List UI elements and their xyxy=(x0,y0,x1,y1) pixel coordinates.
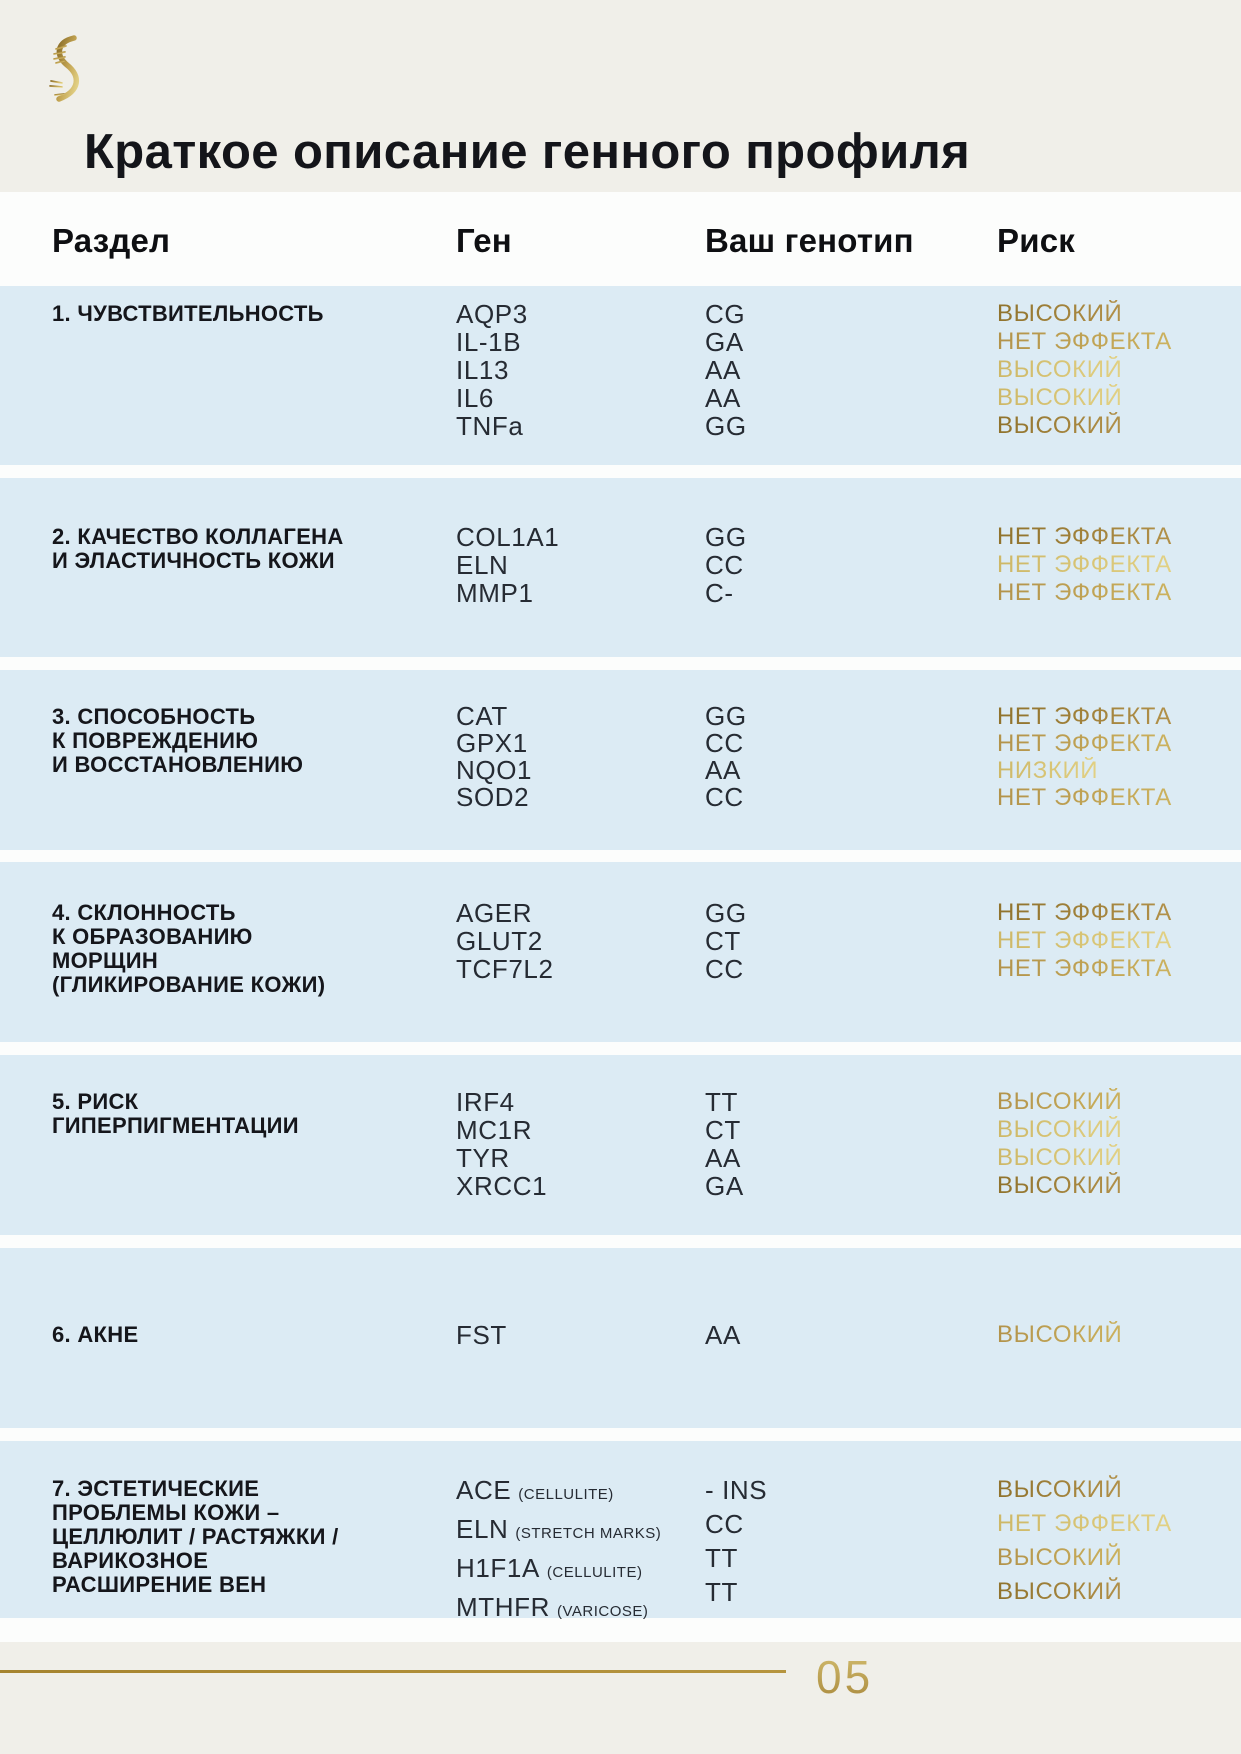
risk-value: ВЫСОКИЙ xyxy=(997,1088,1123,1115)
section-title xyxy=(52,901,325,997)
gene-name-text: FST xyxy=(456,1320,507,1350)
risk-value: ВЫСОКИЙ xyxy=(997,1473,1122,1507)
risk-value: НЕТ ЭФФЕКТА xyxy=(997,784,1172,811)
gene-note: (STRETCH MARKS) xyxy=(515,1525,662,1542)
section-block xyxy=(0,1248,1241,1428)
genotype-value: GG xyxy=(705,701,747,731)
gene-column xyxy=(456,1473,661,1629)
gene-name xyxy=(456,730,532,757)
gene-name xyxy=(456,955,554,983)
risk-value: НЕТ ЭФФЕКТА xyxy=(997,703,1172,730)
risk-column xyxy=(997,1473,1172,1609)
genotype-column xyxy=(705,1321,741,1349)
risk-value: ВЫСОКИЙ xyxy=(997,1575,1122,1609)
section-block xyxy=(0,286,1241,465)
section-title-line: И ВОССТАНОВЛЕНИЮ xyxy=(52,752,304,777)
section-title-line: 3. СПОСОБНОСТЬ xyxy=(52,704,256,729)
section-title xyxy=(52,302,324,326)
gene-name xyxy=(456,1321,507,1349)
gene-column xyxy=(456,1088,547,1200)
genotype-value: CC xyxy=(705,550,744,580)
section-title xyxy=(52,525,344,573)
genotype-value: CT xyxy=(705,926,741,956)
risk-column xyxy=(997,523,1172,607)
section-title-line: 1. ЧУВСТВИТЕЛЬНОСТЬ xyxy=(52,301,324,326)
gene-name xyxy=(456,927,554,955)
section-title-line: 5. РИСК xyxy=(52,1089,139,1114)
risk-value: ВЫСОКИЙ xyxy=(997,1172,1123,1199)
gene-column xyxy=(456,523,559,607)
gene-name xyxy=(456,1144,547,1172)
gene-name xyxy=(456,1172,547,1200)
gene-name-text: AGER xyxy=(456,898,533,928)
column-header-section: Раздел xyxy=(52,222,171,259)
risk-value: НЕТ ЭФФЕКТА xyxy=(997,1507,1172,1541)
genotype-column xyxy=(705,1088,744,1200)
section-title-line: ГИПЕРПИГМЕНТАЦИИ xyxy=(52,1113,299,1138)
gene-name-text: TCF7L2 xyxy=(456,954,554,984)
column-header-gene: Ген xyxy=(456,222,512,259)
gene-name xyxy=(456,551,559,579)
gene-name-text: IL13 xyxy=(456,355,510,385)
section-title-line: 7. ЭСТЕТИЧЕСКИЕ xyxy=(52,1476,260,1501)
gene-name xyxy=(456,703,532,730)
gene-name-text: TYR xyxy=(456,1143,510,1173)
genotype-value: AA xyxy=(705,1143,741,1173)
gene-name-text: CAT xyxy=(456,701,508,731)
gene-name xyxy=(456,1473,661,1512)
gene-note: (VARICOSE) xyxy=(556,1603,649,1620)
genotype-value: CG xyxy=(705,299,746,329)
gene-name-text: IL6 xyxy=(456,383,494,413)
gene-name xyxy=(456,757,532,784)
gene-name xyxy=(456,356,528,384)
gene-name-text: ELN xyxy=(456,1514,509,1544)
section-block xyxy=(0,862,1241,1042)
gene-name-text: NQO1 xyxy=(456,755,533,785)
gene-name xyxy=(456,899,554,927)
gene-name xyxy=(456,384,528,412)
risk-column xyxy=(997,300,1172,440)
risk-value: НЕТ ЭФФЕКТА xyxy=(997,899,1172,926)
genotype-value: C- xyxy=(705,578,734,608)
gene-name xyxy=(456,412,528,440)
section-title-line: И ЭЛАСТИЧНОСТЬ КОЖИ xyxy=(52,548,335,573)
genotype-value: AA xyxy=(705,1320,741,1350)
section-title-line: ПРОБЛЕМЫ КОЖИ – xyxy=(52,1500,280,1525)
risk-value: ВЫСОКИЙ xyxy=(997,356,1123,383)
gene-name-text: ACE xyxy=(456,1475,512,1505)
gene-name-text: AQP3 xyxy=(456,299,528,329)
risk-value: ВЫСОКИЙ xyxy=(997,384,1123,411)
risk-column xyxy=(997,1088,1122,1200)
genotype-column xyxy=(705,703,747,811)
section-title xyxy=(52,1477,339,1597)
footer-divider-line xyxy=(0,1670,786,1673)
section-title-line: 2. КАЧЕСТВО КОЛЛАГЕНА xyxy=(52,524,344,549)
genotype-value: TT xyxy=(705,1543,738,1573)
genotype-value: CC xyxy=(705,1509,744,1539)
genotype-value: GG xyxy=(705,522,747,552)
gene-column xyxy=(456,300,528,440)
genotype-value: GA xyxy=(705,327,744,357)
genotype-column xyxy=(705,300,747,440)
genotype-column xyxy=(705,899,747,983)
page-number: 05 xyxy=(816,1651,874,1703)
risk-column xyxy=(997,703,1172,811)
genotype-value: TT xyxy=(705,1577,738,1607)
gene-name-text: XRCC1 xyxy=(456,1171,548,1201)
section-block xyxy=(0,670,1241,850)
dna-helix-icon xyxy=(46,34,88,108)
genotype-column xyxy=(705,523,747,607)
risk-value: ВЫСОКИЙ xyxy=(997,1321,1123,1348)
bottom-cream-band xyxy=(0,1642,1241,1754)
gene-column xyxy=(456,1321,507,1349)
risk-value: НЕТ ЭФФЕКТА xyxy=(997,523,1172,550)
section-title-line: МОРЩИН xyxy=(52,948,159,973)
column-header-risk: Риск xyxy=(997,222,1075,259)
section-title xyxy=(52,1090,299,1138)
gene-name-text: IL-1B xyxy=(456,327,522,357)
gene-name-text: H1F1A xyxy=(456,1553,540,1583)
risk-value: ВЫСОКИЙ xyxy=(997,1144,1123,1171)
section-title-line: 4. СКЛОННОСТЬ xyxy=(52,900,236,925)
risk-value: ВЫСОКИЙ xyxy=(997,1116,1123,1143)
section-title xyxy=(52,705,303,777)
risk-value: НЕТ ЭФФЕКТА xyxy=(997,927,1172,954)
section-title-line: 6. АКНЕ xyxy=(52,1322,139,1347)
risk-value: НЕТ ЭФФЕКТА xyxy=(997,328,1172,355)
section-title-line: ЦЕЛЛЮЛИТ / РАСТЯЖКИ / xyxy=(52,1524,339,1549)
section-title-line: РАСШИРЕНИЕ ВЕН xyxy=(52,1572,267,1597)
gene-name-text: GLUT2 xyxy=(456,926,543,956)
gene-name-text: MC1R xyxy=(456,1115,533,1145)
section-block xyxy=(0,478,1241,657)
risk-value: ВЫСОКИЙ xyxy=(997,412,1123,439)
risk-value: ВЫСОКИЙ xyxy=(997,300,1123,327)
risk-value: ВЫСОКИЙ xyxy=(997,1541,1122,1575)
section-title-line: ВАРИКОЗНОЕ xyxy=(52,1548,209,1573)
gene-name-text: TNFa xyxy=(456,411,524,441)
section-block xyxy=(0,1055,1241,1235)
gene-note: (CELLULITE) xyxy=(518,1486,614,1503)
gene-name-text: MMP1 xyxy=(456,578,534,608)
section-title-line: К ПОВРЕЖДЕНИЮ xyxy=(52,728,259,753)
section-title-line: (ГЛИКИРОВАНИЕ КОЖИ) xyxy=(52,972,326,997)
gene-name xyxy=(456,1551,661,1590)
genotype-value: - INS xyxy=(705,1475,768,1505)
genotype-value: CC xyxy=(705,954,744,984)
genotype-column xyxy=(705,1473,767,1609)
gene-name xyxy=(456,1512,661,1551)
gene-name xyxy=(456,300,528,328)
risk-value: НЕТ ЭФФЕКТА xyxy=(997,730,1172,757)
genotype-value: GG xyxy=(705,411,747,441)
risk-value: НЕТ ЭФФЕКТА xyxy=(997,955,1172,982)
gene-name xyxy=(456,1116,547,1144)
gene-name-text: SOD2 xyxy=(456,782,530,812)
risk-column xyxy=(997,899,1172,983)
section-title xyxy=(52,1323,138,1347)
gene-name xyxy=(456,1590,661,1629)
gene-name-text: GPX1 xyxy=(456,728,528,758)
genotype-value: CC xyxy=(705,728,744,758)
gene-name xyxy=(456,784,532,811)
risk-value: НИЗКИЙ xyxy=(997,757,1099,784)
column-header-genotype: Ваш генотип xyxy=(705,222,914,259)
genotype-value: CC xyxy=(705,782,744,812)
gene-name-text: MTHFR xyxy=(456,1592,550,1622)
genotype-value: TT xyxy=(705,1087,738,1117)
gene-name xyxy=(456,523,559,551)
risk-value: НЕТ ЭФФЕКТА xyxy=(997,579,1172,606)
section-block xyxy=(0,1441,1241,1622)
gene-name xyxy=(456,328,528,356)
gene-column xyxy=(456,703,532,811)
gene-name-text: COL1A1 xyxy=(456,522,560,552)
gene-name-text: IRF4 xyxy=(456,1087,515,1117)
gene-name xyxy=(456,579,559,607)
gene-note: (CELLULITE) xyxy=(546,1564,643,1581)
genotype-value: GG xyxy=(705,898,747,928)
section-title-line: К ОБРАЗОВАНИЮ xyxy=(52,924,253,949)
gene-name xyxy=(456,1088,547,1116)
page-title: Краткое описание генного профиля xyxy=(84,125,971,179)
genotype-value: AA xyxy=(705,383,741,413)
gene-column xyxy=(456,899,554,983)
genotype-value: GA xyxy=(705,1171,744,1201)
risk-value: НЕТ ЭФФЕКТА xyxy=(997,551,1172,578)
genotype-value: AA xyxy=(705,755,741,785)
genotype-value: CT xyxy=(705,1115,741,1145)
gene-name-text: ELN xyxy=(456,550,509,580)
genotype-value: AA xyxy=(705,355,741,385)
risk-column xyxy=(997,1321,1122,1349)
